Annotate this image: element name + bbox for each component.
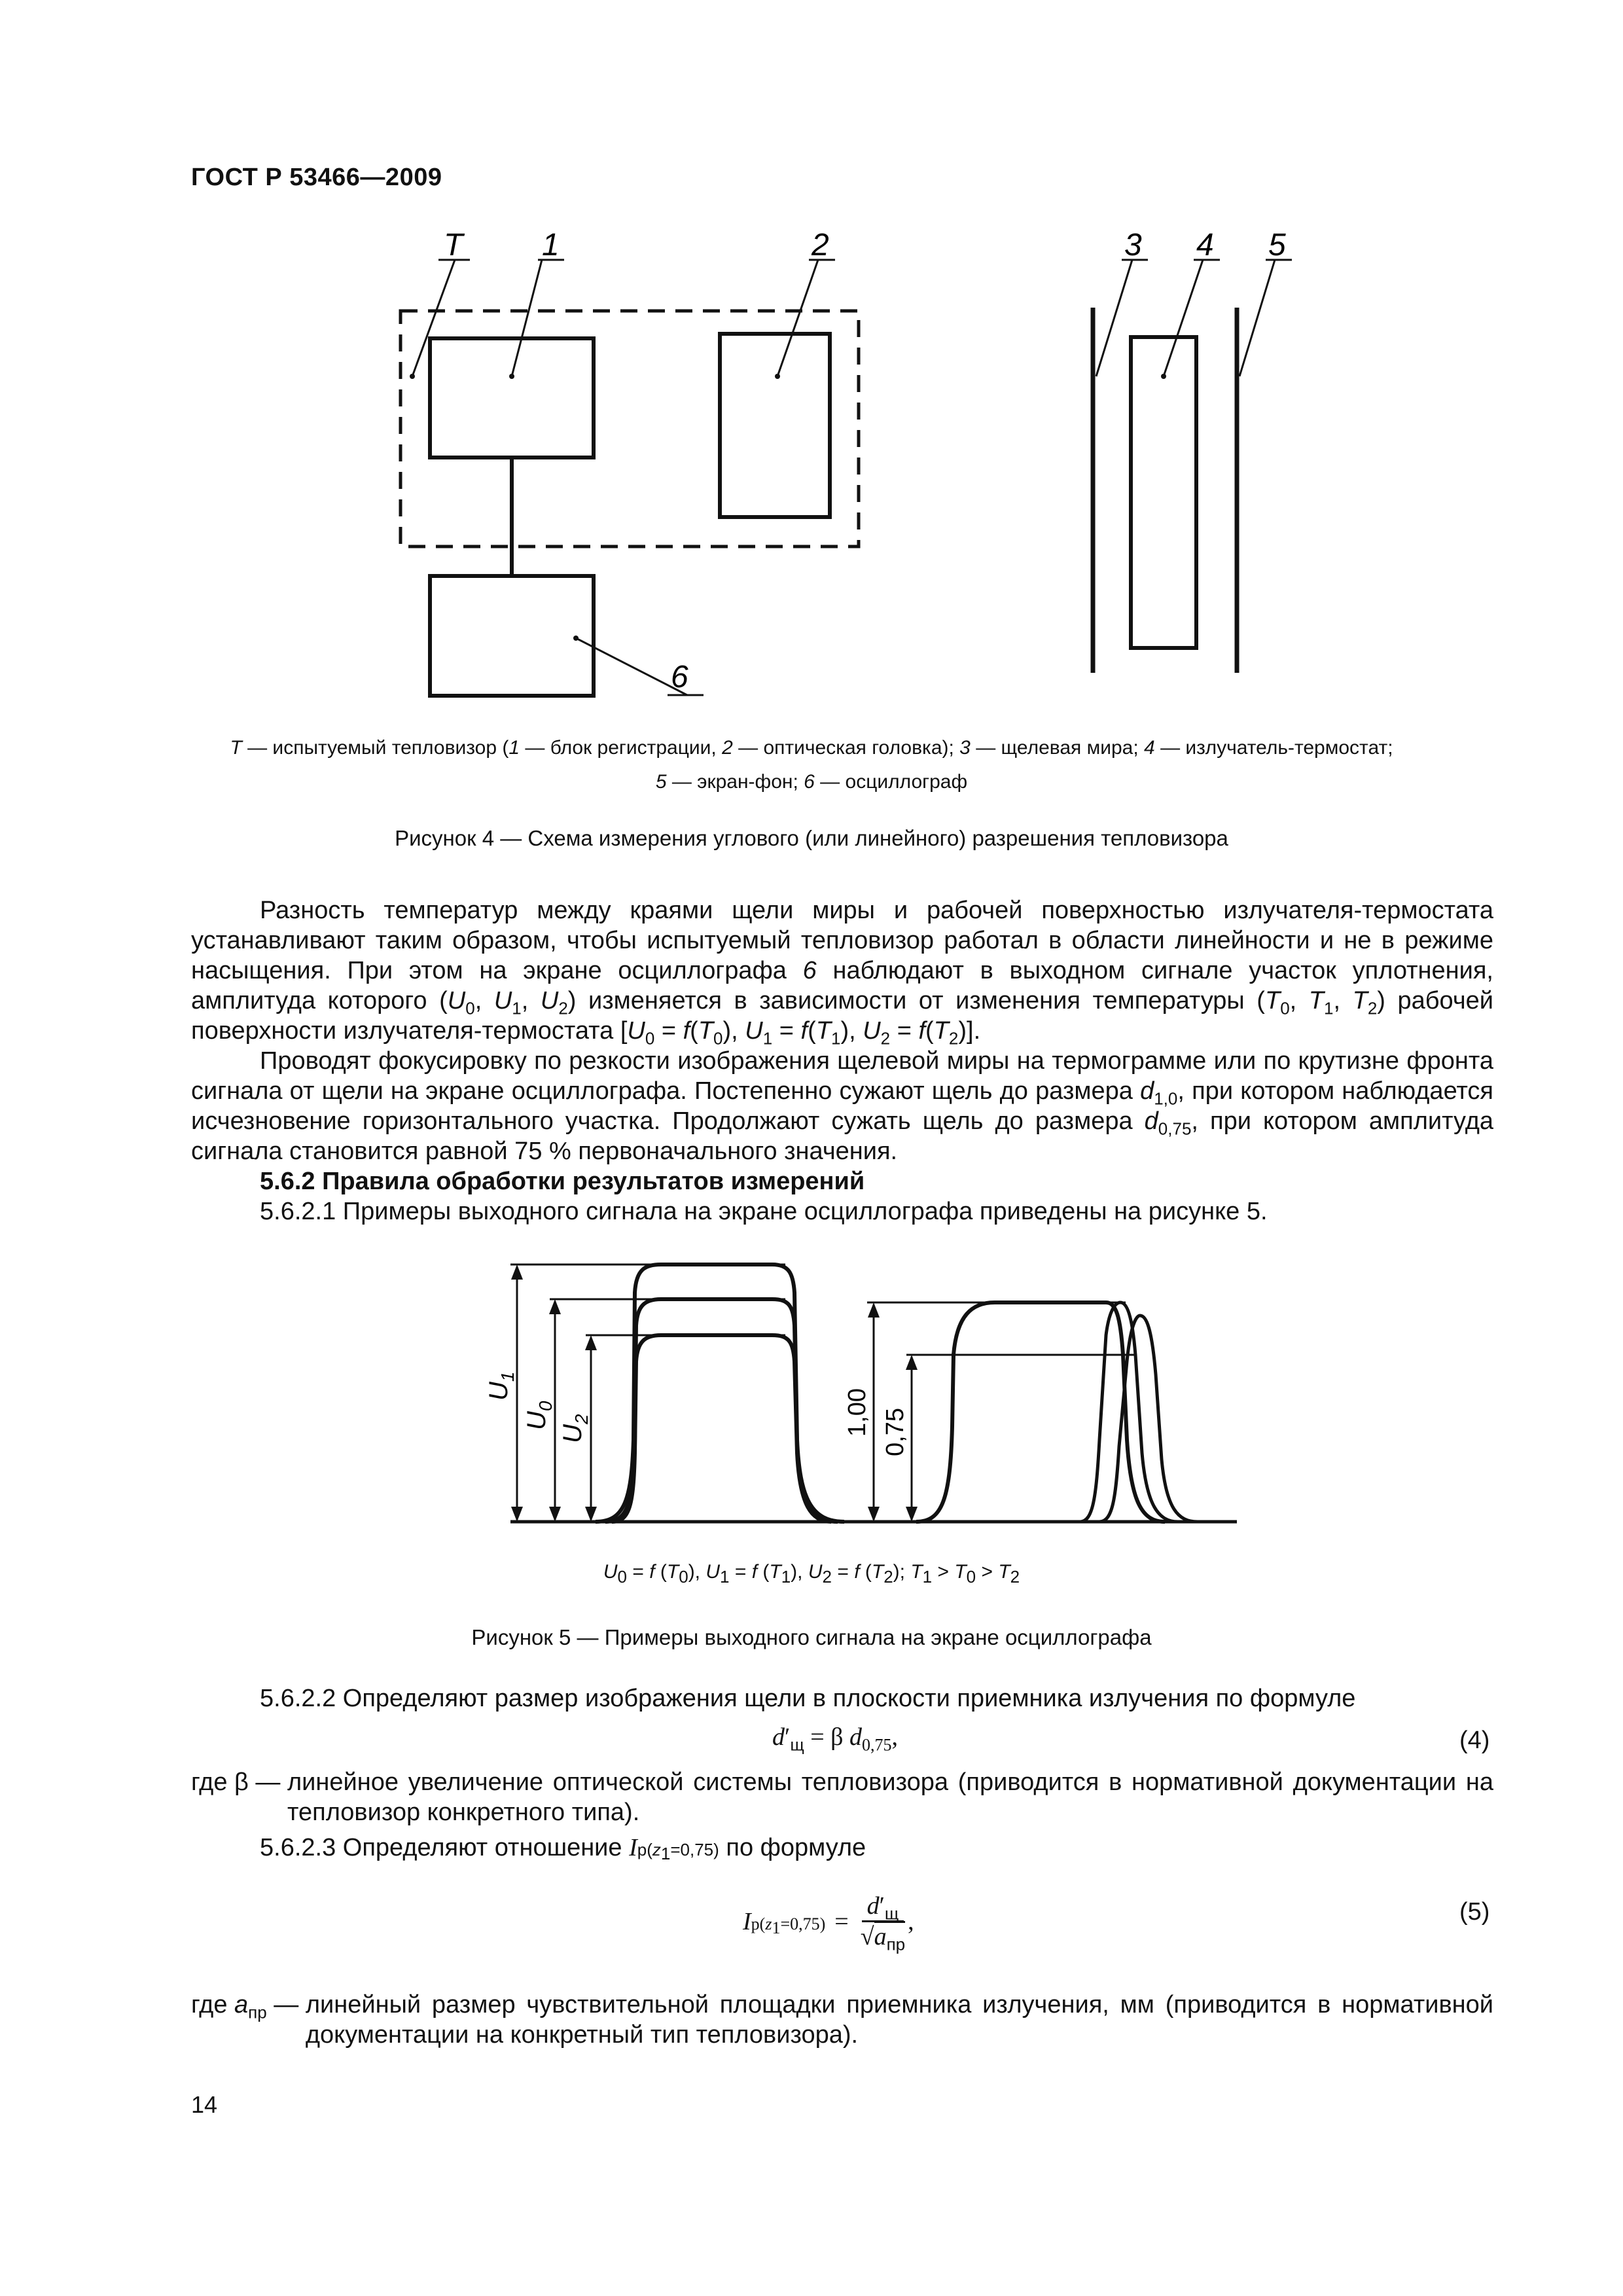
section-heading-5-6-2: 5.6.2 Правила обработки результатов измерений (260, 1168, 865, 1195)
formula-5: $Iр(z_1=0,75)$ = $d'_щ$ $√a_{пр}$ , (743, 1892, 914, 1954)
label-U0: $U_0$ (522, 1401, 556, 1430)
paragraph-5-6-2-2-block (191, 1683, 1493, 1713)
signal-narrow-slit-1 (1080, 1302, 1178, 1522)
figure-4-legend (164, 731, 1459, 799)
formula-5-fraction: $d'_щ$ $√a_{пр}$ (860, 1892, 906, 1954)
signal-U2 (612, 1335, 831, 1522)
where-beta-block (191, 1767, 1493, 1827)
label-1-00: 1,00 (844, 1388, 871, 1437)
figure-4-legend-line-2: 5 — экран-фон; 6 — осциллограф (655, 771, 968, 793)
label-6: 6 (671, 660, 688, 694)
emitter-thermostat-box (1131, 337, 1196, 648)
figure-5-legend: $U_0 = f$ $(T_0)$, $U_1 = f$ $(T_1)$, $U_2 = f$ $(T_2)$; $T_1 > T_0 > T_2$ (603, 1561, 1020, 1587)
where-apr-block (191, 1990, 1493, 2050)
paragraph-5-6-2-3-block (191, 1833, 1493, 1865)
recording-unit-box (430, 338, 594, 457)
figure-4-caption: Рисунок 4 — Схема измерения углового (или линейного) разрешения тепловизора (395, 826, 1228, 850)
thermal-imager-enclosure (401, 311, 859, 547)
label-0-75: 0,75 (882, 1408, 909, 1456)
figure-5-caption: Рисунок 5 — Примеры выходного сигнала на экране осциллографа (471, 1625, 1152, 1649)
label-4: 4 (1196, 228, 1214, 262)
formula-4-number: (4) (1459, 1727, 1490, 1754)
figure-4-legend-line-1: T — испытуемый тепловизор (1 — блок регистрации, 2 — оптическая головка); 3 — щелевая мира; 4 — излучатель-термостат; (230, 737, 1393, 759)
formula-4: $d'_щ = \beta$ $d_{0,75}$, (772, 1723, 898, 1755)
paragraph-5-6-2-1: 5.6.2.1 Примеры выходного сигнала на экране осциллографа приведены на рисунке 5. (260, 1198, 1268, 1225)
where-beta-term: где β — (191, 1768, 287, 1796)
oscilloscope-box (430, 576, 594, 696)
where-apr-definition: линейный размер чувствительной площадки приемника излучения, мм (приводится в нормативной документации на конкретный тип тепловизора). (305, 1991, 1493, 2049)
where-apr-term: где $a_{пр}$ — (191, 1991, 306, 2022)
signal-wide-slit (916, 1302, 1165, 1522)
figure-4-diagram (0, 216, 1623, 726)
label-T: T (444, 228, 463, 262)
page-number: 14 (191, 2091, 218, 2118)
where-beta-definition: линейное увеличение оптической системы тепловизора (приводится в нормативной документации на тепловизор конкретного типа). (287, 1768, 1493, 1826)
figure-5-signal-plot (0, 1244, 1623, 1571)
document-header: ГОСТ Р 53466—2009 (191, 164, 442, 191)
paragraph-5-6-2-3: 5.6.2.3 Определяют отношение $Iр(z_1=0,75)$ по формуле (260, 1834, 866, 1864)
where-apr (191, 1990, 1493, 2050)
label-3: 3 (1124, 228, 1142, 262)
formula-5-number: (5) (1459, 1898, 1490, 1926)
body-text-block (191, 895, 1493, 1227)
label-U1: $U_1$ (484, 1371, 518, 1401)
label-U2: $U_2$ (558, 1414, 592, 1443)
paragraph-2: Проводят фокусировку по резкости изображения щелевой миры на термограмме или по крутизне фронта сигнала от щели на экране осциллографа. Постепенно сужают щель до размера $d_{1,0}$, при котором наблюдается исчезновение горизонтального участка. Продолжают сужать щель до размера $d_{0,75}$, при котором амплитуда сигнала становится равной 75 % первоначального значения. (191, 1047, 1493, 1165)
where-beta (191, 1767, 1493, 1827)
paragraph-5-6-2-2: 5.6.2.2 Определяют размер изображения щели в плоскости приемника излучения по формуле (260, 1685, 1356, 1712)
label-5: 5 (1268, 228, 1286, 262)
optical-head-box (720, 334, 830, 517)
paragraph-1: Разность температур между краями щели миры и рабочей поверхностью излучателя-термостата устанавливают таким образом, чтобы испытуемый тепловизор работал в области линейности и не в режиме насыщения. При этом на экране осциллографа 6 наблюдают в выходном сигнале участок уплотнения, амплитуда которого ($U_0$, $U_1$, $U_2$) изменяется в зависимости от изменения температуры ($T_0$, $T_1$, $T_2$) рабочей поверхности излучателя-термостата [$U_0 = f(T_0)$, $U_1 = f(T_1)$, $U_2 = f(T_2)$]. (191, 897, 1493, 1049)
label-1: 1 (542, 228, 560, 262)
label-2: 2 (812, 228, 829, 262)
